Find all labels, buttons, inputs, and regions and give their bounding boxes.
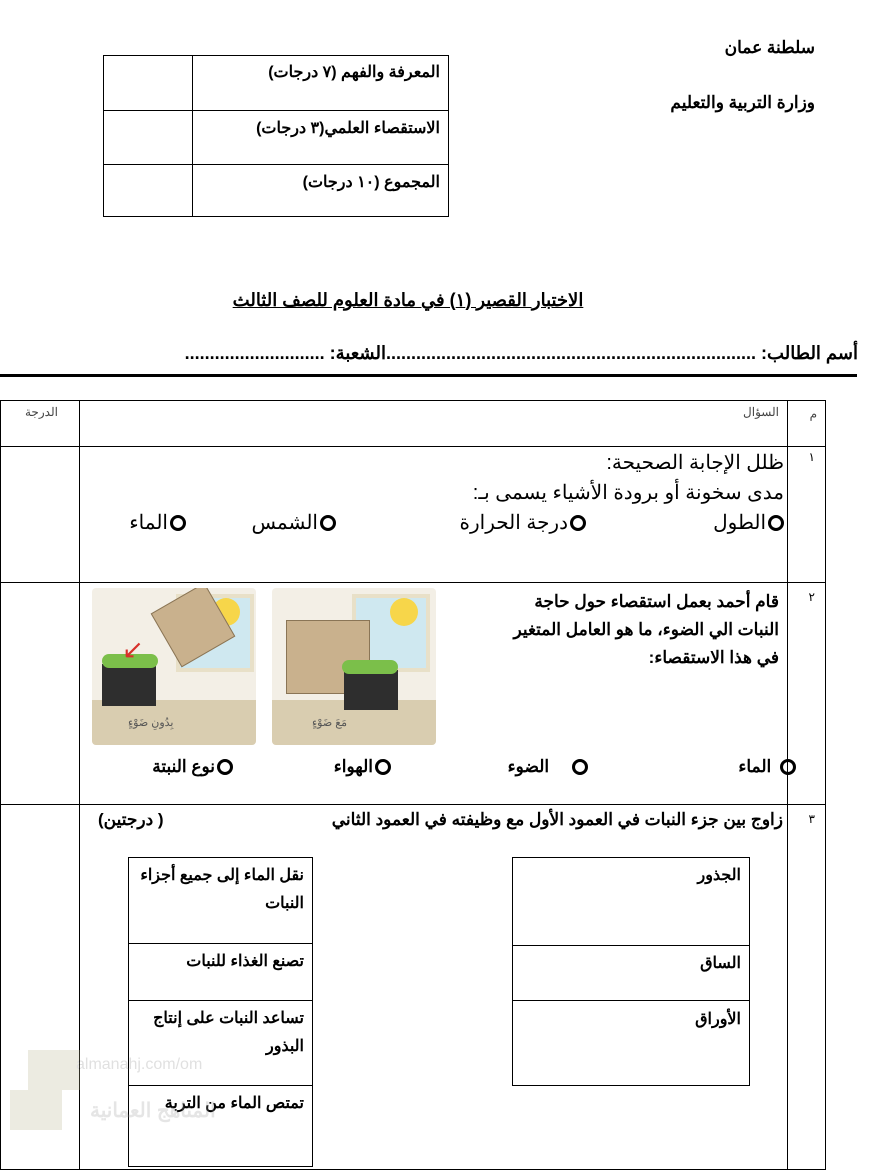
q2-line: النبات الي الضوء، ما هو العامل المتغير [513,620,779,639]
part-item: الساق [700,955,741,972]
q3-number: ٣ [808,812,815,826]
with-light-label: مَعَ ضَوْءٍ [312,717,347,729]
q1-question: مدى سخونة أو برودة الأشياء يسمى بـ: [472,482,784,504]
radio-circle-icon [572,759,588,775]
col-num-header: م [809,407,817,421]
q1-instruction: ظلل الإجابة الصحيحة: [606,452,784,474]
grade-label-total: المجموع (١٠ درجات) [302,174,440,191]
radio-circle-icon [570,515,586,531]
student-name-line: أسم الطالب: ..........................................................................الشعبة: ............................ [184,343,858,363]
page-title: الاختبار القصير (١) في مادة العلوم للصف الثالث [232,290,584,310]
watermark-url: almanahj.com/om [76,1056,203,1073]
radio-circle-icon [320,515,336,531]
radio-circle-icon [170,515,186,531]
grade-label-inquiry: الاستقصاء العلمي(٣ درجات) [256,120,440,137]
without-light-image [92,588,256,745]
function-item: تصنع الغذاء للنبات [186,953,304,970]
part-item: الأوراق [695,1011,741,1028]
grade-label-knowledge: المعرفة والفهم (٧ درجات) [268,64,440,81]
q1-option-4[interactable]: الماء [129,510,186,535]
q1-option-1[interactable]: الطول [713,510,784,535]
q2-option-3[interactable]: الهواء [334,757,391,777]
q2-number: ٢ [808,590,815,604]
q2-line: في هذا الاستقصاء: [648,648,779,667]
q3-marks: ( درجتين) [98,810,164,829]
col-question-header: السؤال [743,405,779,419]
divider [0,374,857,377]
part-item: الجذور [697,867,741,884]
q3-question: زاوج بين جزء النبات في العمود الأول مع وظيفته في العمود الثاني [331,810,783,829]
q2-line: قام أحمد بعمل استقصاء حول حاجة [534,592,779,611]
function-item: نقل الماء إلى جميع أجزاء النبات [140,867,304,912]
arrow-icon: ↙ [122,634,144,664]
q2-option-1[interactable]: الماء [738,757,796,777]
q1-option-3[interactable]: الشمس [251,510,336,535]
watermark-name: المناهج العمانية [90,1100,216,1122]
country-name: سلطنة عمان [724,38,815,57]
grade-summary-table [103,55,449,217]
plant-parts-column [512,857,750,1086]
q2-question [513,588,779,672]
radio-circle-icon [217,759,233,775]
q1-number: ١ [808,450,815,464]
radio-circle-icon [768,515,784,531]
function-item: تمتص الماء من التربة [164,1095,304,1112]
col-grade-header: الدرجة [25,405,58,419]
ministry-name: وزارة التربية والتعليم [670,93,815,112]
q1-option-2[interactable]: درجة الحرارة [460,510,587,535]
q2-option-4[interactable]: نوع النبتة [152,757,233,777]
radio-circle-icon [375,759,391,775]
without-light-label: بِدُونِ ضَوْءٍ [128,717,174,729]
function-item: تساعد النبات على إنتاج البذور [153,1010,304,1055]
with-light-image [272,588,436,745]
radio-circle-icon [780,759,796,775]
q2-option-2[interactable]: الضوء [508,757,588,777]
